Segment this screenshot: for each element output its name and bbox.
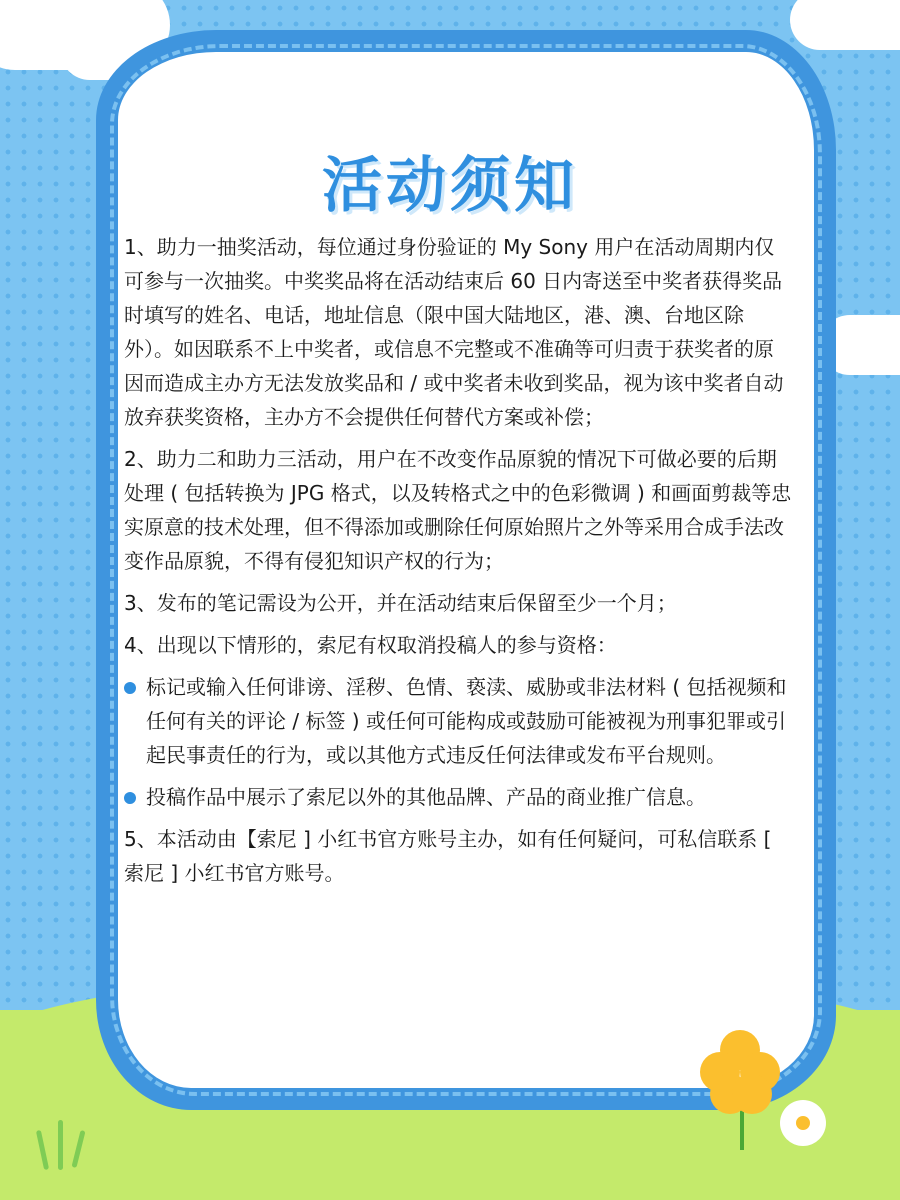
rule-4-bullet-1 bbox=[124, 670, 792, 772]
bullet-dot-icon bbox=[124, 792, 136, 804]
rule-1: 1、助力一抽奖活动，每位通过身份验证的 My Sony 用户在活动周期内仅可参与一次抽奖。中奖奖品将在活动结束后 60 日内寄送至中奖者获得奖品时填写的姓名、电话，地址信息（限中国大陆地区，港、澳、台地区除外）。如因联系不上中奖者，或信息不完整或不准确等可归责于获奖者的原因而造成主办方无法发放奖品和 / 或中奖者未收到奖品，视为该中奖者自动放弃获奖资格，主办方不会提供任何替代方案或补偿； bbox=[124, 235, 784, 429]
bullet-text: 投稿作品中展示了索尼以外的其他品牌、产品的商业推广信息。 bbox=[146, 785, 706, 809]
rule-4: 4、出现以下情形的，索尼有权取消投稿人的参与资格： bbox=[124, 633, 617, 657]
rule-5: 5、本活动由【索尼 ] 小红书官方账号主办，如有任何疑问，可私信联系 [ 索尼 ] 小红书官方账号。 bbox=[124, 827, 772, 885]
bullet-dot-icon bbox=[124, 682, 136, 694]
cloud-top-right bbox=[790, 0, 900, 50]
page-title: 活动须知 bbox=[322, 151, 578, 221]
rule-3: 3、发布的笔记需设为公开，并在活动结束后保留至少一个月； bbox=[124, 591, 677, 615]
white-daisy-icon bbox=[780, 1100, 826, 1146]
rule-4-bullet-2 bbox=[124, 780, 792, 814]
grass-blade-icon bbox=[58, 1120, 63, 1170]
yellow-flower-icon bbox=[700, 1030, 780, 1110]
bullet-text: 标记或输入任何诽谤、淫秽、色情、亵渎、威胁或非法材料 ( 包括视频和任何有关的评论 / 标签 ) 或任何可能构成或鼓励可能被视为刑事犯罪或引起民事责任的行为，或以其他方式违反任何法律或发布平台规则。 bbox=[146, 675, 787, 767]
rules-content bbox=[124, 230, 792, 898]
rule-2: 2、助力二和助力三活动，用户在不改变作品原貌的情况下可做必要的后期处理 ( 包括转换为 JPG 格式，以及转格式之中的色彩微调 ) 和画面剪裁等忠实原意的技术处理，但不得添加或删除任何原始照片之外等采用合成手法改变作品原貌，不得有侵犯知识产权的行为； bbox=[124, 447, 792, 573]
